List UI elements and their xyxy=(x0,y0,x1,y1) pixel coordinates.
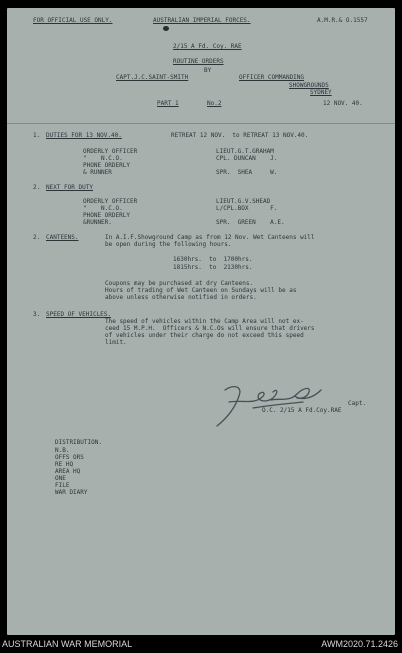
canteen-hours: 1815hrs. to 2130hrs. xyxy=(173,264,253,271)
distribution-item: AREA HQ xyxy=(55,468,81,475)
force-title: AUSTRALIAN IMPERIAL FORCES. xyxy=(153,17,251,24)
duty-row-value: L/CPL.BOX F. xyxy=(216,205,278,212)
item-1-number: 1. xyxy=(33,132,41,139)
signature-title: O.C. 2/15 A Fd.Coy.RAE xyxy=(262,407,342,414)
speed-text: of vehicles under their charge do not exceed this speed xyxy=(105,332,304,339)
duty-row-value: LIEUT.G.T.GRAHAM xyxy=(216,148,274,155)
duty-row-label: ORDERLY OFFICER xyxy=(83,198,138,205)
unit-name: 2/15 A Fd. Coy. RAE xyxy=(173,43,242,50)
order-number: No.2 xyxy=(207,100,222,107)
by-label: BY xyxy=(204,67,212,74)
canteen-text: above unless otherwise notified in orders. xyxy=(105,294,257,301)
item-3-title: CANTEENS. xyxy=(46,234,79,241)
location-line-1: SHOWGROUNDS xyxy=(289,82,329,89)
commander-name: CAPT.J.C.SAINT-SMITH xyxy=(116,74,189,81)
duty-row-label: ORDERLY OFFICER xyxy=(83,148,138,155)
duty-row-value: LIEUT.G.V.SHEAD xyxy=(216,198,271,205)
item-2-title: NEXT FOR DUTY xyxy=(46,184,93,191)
form-reference: A.M.R.& O.1557 xyxy=(317,17,368,24)
canteen-text: Coupons may be purchased at dry Canteens. xyxy=(105,280,254,287)
canteen-text: Hours of trading of Wet Canteen on Sundays will be as xyxy=(105,287,297,294)
duty-row-label: " N.C.O. xyxy=(83,205,123,212)
part-label: PART 1 xyxy=(157,100,179,107)
margin-rule xyxy=(7,123,395,124)
item-1-title: DUTIES FOR 13 NOV.40. xyxy=(46,132,122,139)
footer-credit: AUSTRALIAN WAR MEMORIAL xyxy=(2,639,133,649)
duty-row-label: & RUNNER xyxy=(83,169,112,176)
duty-row-label: PHONE ORDERLY xyxy=(83,212,130,219)
item-3-number: 2. xyxy=(33,234,41,241)
duty-row-label: " N.C.O. xyxy=(83,155,123,162)
item-4-title: SPEED OF VEHICLES. xyxy=(46,311,112,318)
duty-row-value: CPL. DUNCAN J. xyxy=(216,155,278,162)
distribution-item: FILE xyxy=(55,482,70,489)
punch-hole xyxy=(163,26,169,31)
order-date: 12 NOV. 40. xyxy=(323,100,363,107)
distribution-item: OFFS ORS xyxy=(55,454,84,461)
speed-text: ceed 15 M.P.H. Officers & N.C.Os will ensure that drivers xyxy=(105,325,315,332)
footer-accession: AWM2020.71.2426 xyxy=(321,639,398,649)
distribution-item: ONE xyxy=(55,475,66,482)
classification: FOR OFFICIAL USE ONLY. xyxy=(33,17,113,24)
distribution-item: WAR DIARY xyxy=(55,489,88,496)
speed-text: limit. xyxy=(105,339,127,346)
canteen-hours: 1630hrs. to 1700hrs. xyxy=(173,256,253,263)
item-2-number: 2. xyxy=(33,184,41,191)
location-line-2: SYDNEY xyxy=(310,89,332,96)
distribution-item: N.B. xyxy=(55,447,70,454)
duty-row-label: PHONE ORDERLY xyxy=(83,162,130,169)
document-page xyxy=(7,8,395,635)
speed-text: The speed of vehicles within the Camp Area will not ex- xyxy=(105,318,304,325)
item-1-retreat: RETREAT 12 NOV. to RETREAT 13 NOV.40. xyxy=(171,132,309,139)
distribution-item: RE HQ xyxy=(55,461,74,468)
duty-row-label: &RUNNER. xyxy=(83,219,112,226)
signature-rank: Capt. xyxy=(348,400,367,407)
commander-role: OFFICER COMMANDING xyxy=(239,74,305,81)
duty-row-value: SPR. SHEA W. xyxy=(216,169,278,176)
duty-row-value: SPR. GREEN A.E. xyxy=(216,219,285,226)
canteen-text: be open during the following hours. xyxy=(105,241,232,248)
orders-title: ROUTINE ORDERS xyxy=(173,58,224,65)
canteen-text: In A.I.F.Showground Camp as from 12 Nov. Wet Canteens will xyxy=(105,234,315,241)
distribution-heading: DISTRIBUTION. xyxy=(55,439,102,446)
item-4-number: 3. xyxy=(33,311,41,318)
